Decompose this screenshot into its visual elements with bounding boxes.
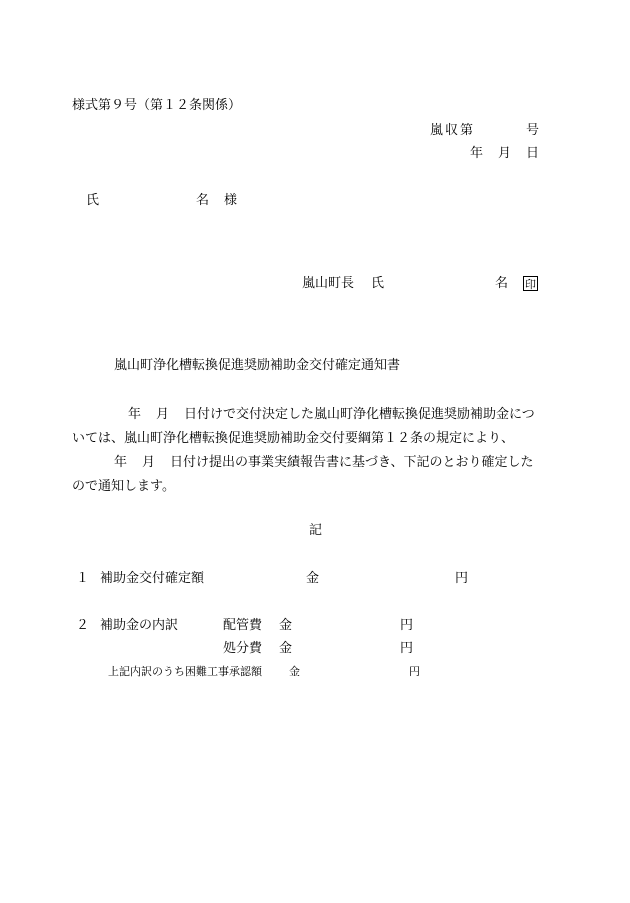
date-month-label: 月	[498, 146, 512, 161]
body-line3-year: 年	[114, 455, 128, 470]
haikan-label: 配管費	[223, 618, 263, 633]
item1-kin: 金	[306, 571, 320, 586]
sender-name-label-2: 名	[495, 276, 509, 291]
sender-title: 嵐山町長	[302, 276, 355, 291]
body-line3-month: 月	[142, 455, 156, 470]
item2-number: ２	[76, 618, 90, 633]
body-line3-text: 日付け提出の事業実績報告書に基づき、下記のとおり確定した	[170, 455, 534, 470]
body-line2-text: いては、嵐山町浄化槽転換促進奨励補助金交付要綱第１２条の規定により、	[72, 431, 515, 446]
body-line4-text: ので通知します。	[72, 479, 175, 494]
item2-label: 補助金の内訳	[100, 618, 179, 633]
item1-number: １	[76, 571, 90, 586]
addressee-honorific: 様	[224, 193, 238, 208]
body-line1-text: 日付けで交付決定した嵐山町浄化槽転換促進奨励補助金につ	[184, 407, 535, 422]
reference-prefix: 嵐収第	[430, 123, 476, 138]
item1-label: 補助金交付確定額	[100, 571, 205, 586]
seal-label: 印	[525, 278, 536, 291]
body-line1-year: 年	[128, 407, 142, 422]
date-year-label: 年	[470, 146, 484, 161]
body-line1-month: 月	[156, 407, 170, 422]
shobun-kin: 金	[279, 641, 293, 656]
shobun-yen: 円	[400, 641, 414, 656]
date-day-label: 日	[526, 146, 540, 161]
form-number: 様式第９号（第１２条関係）	[72, 98, 242, 113]
ki-heading: 記	[309, 523, 323, 538]
shobun-label: 処分費	[223, 641, 263, 656]
reference-suffix: 号	[526, 123, 540, 138]
haikan-yen: 円	[400, 618, 414, 633]
addressee-name-label-2: 名	[196, 193, 210, 208]
sender-name-label-1: 氏	[371, 276, 385, 291]
document-title: 嵐山町浄化槽転換促進奨励補助金交付確定通知書	[114, 358, 401, 373]
seal-stamp-icon	[523, 276, 538, 291]
item1-yen: 円	[455, 571, 469, 586]
note-label: 上記内訳のうち困難工事承認額	[108, 665, 262, 678]
note-kin: 金	[289, 665, 300, 678]
haikan-kin: 金	[279, 618, 293, 633]
addressee-name-label-1: 氏	[86, 193, 100, 208]
note-yen: 円	[409, 665, 420, 678]
